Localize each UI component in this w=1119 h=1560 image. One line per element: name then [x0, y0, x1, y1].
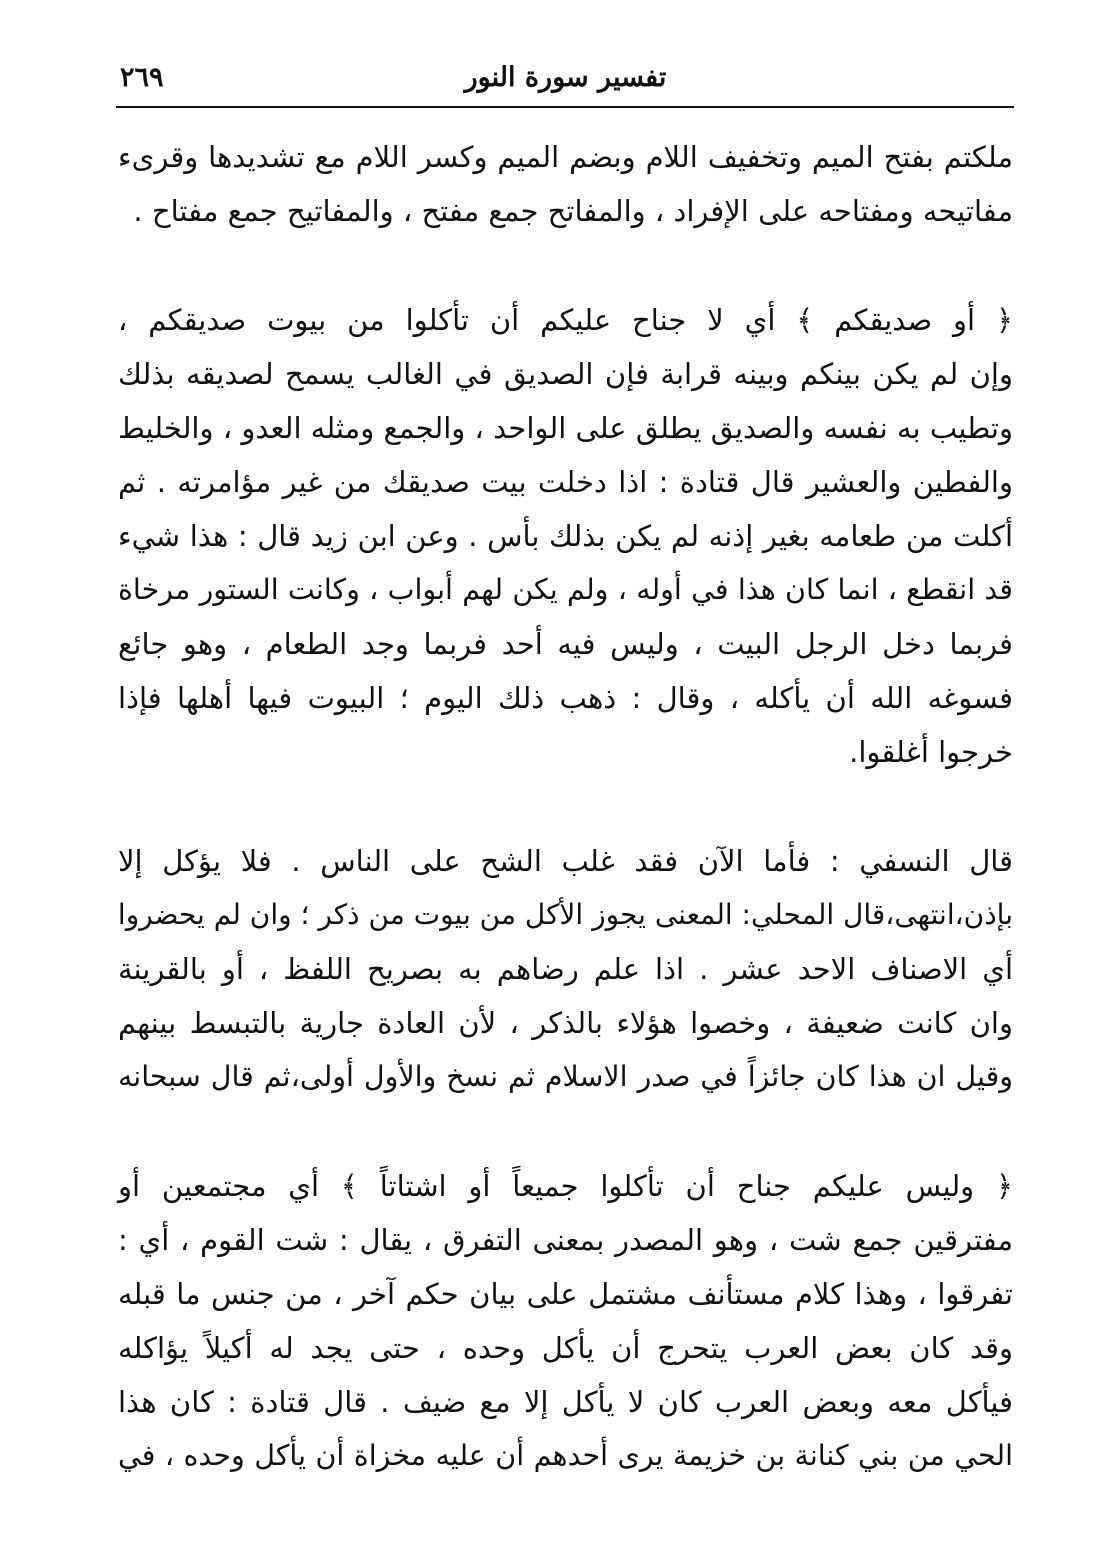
text-line: ﴿ وليس عليكم جناح أن تأكلوا جميعاً أو اشتاتاً ﴾ أي مجتمعين أو — [118, 1169, 1013, 1203]
text-line: قد انقطع ، انما كان هذا في أوله ، ولم يكن لهم أبواب ، وكانت الستور مرخاة — [118, 573, 1013, 606]
text-line: فربما دخل الرجل البيت ، وليس فيه أحد فربما وجد الطعام ، وهو جائع — [118, 627, 1013, 661]
paragraph-1 — [118, 130, 1013, 238]
text-line: ﴿ أو صديقكم ﴾ أي لا جناح عليكم أن تأكلوا من بيوت صديقكم ، — [118, 303, 1013, 337]
text-line: خرجوا أغلقوا. — [849, 735, 1013, 769]
text-line: أكلت من طعامه بغير إذنه لم يكن بذلك بأس . وعن ابن زيد قال : هذا شيء — [118, 519, 1013, 553]
page-title: تفسير سورة النور — [464, 62, 667, 93]
page-header — [118, 58, 1013, 104]
text-line: والفطين والعشير قال قتادة : اذا دخلت بيت صديقك من غير مؤامرته . ثم — [118, 465, 1013, 499]
paragraph-3 — [118, 834, 1013, 1104]
paragraph-4 — [118, 1159, 1013, 1483]
text-line: أي الاصناف الاحد عشر . اذا علم رضاهم به بصريح اللفظ ، أو بالقرينة — [118, 952, 1013, 986]
text-line: بإذن،انتهى،قال المحلي: المعنى يجوز الأكل من بيوت من ذكر ؛ وان لم يحضروا — [117, 898, 1013, 931]
body-text — [118, 130, 1013, 1538]
text-line: مفترقين جمع شت ، وهو المصدر بمعنى التفرق ، يقال : شت القوم ، أي : — [118, 1223, 1013, 1257]
paragraph-2 — [118, 293, 1013, 779]
text-line: مفاتيحه ومفتاحه على الإفراد ، والمفاتح جمع مفتح ، والمفاتيح جمع مفتاح . — [133, 194, 1013, 228]
text-line: وقد كان بعض العرب يتحرج أن يأكل وحده ، حتى يجد له أكيلاً يؤاكله — [118, 1331, 1013, 1365]
page-number: ٢٦٩ — [120, 62, 164, 93]
text-line: ملكتم بفتح الميم وتخفيف اللام وبضم الميم وكسر اللام مع تشديدها وقرىء — [118, 140, 1013, 174]
text-line: وإن لم يكن بينكم وبينه قرابة فإن الصديق في الغالب يسمح لصديقه بذلك — [118, 357, 1013, 391]
text-line: فيأكل معه وبعض العرب كان لا يأكل إلا مع ضيف . قال قتادة : كان هذا — [118, 1385, 1013, 1419]
text-line: تفرقوا ، وهذا كلام مستأنف مشتمل على بيان حكم آخر ، من جنس ما قبله — [118, 1277, 1013, 1311]
text-line: وان كانت ضعيفة ، وخصوا هؤلاء بالذكر ، لأن العادة جارية بالتبسط بينهم — [118, 1006, 1013, 1040]
header-divider — [116, 106, 1014, 108]
text-line: وتطيب به نفسه والصديق يطلق على الواحد ، والجمع ومثله العدو ، والخليط — [118, 411, 1013, 445]
text-line: قال النسفي : فأما الآن فقد غلب الشح على الناس . فلا يؤكل إلا — [118, 844, 1013, 878]
text-line: الحي من بني كنانة بن خزيمة يرى أحدهم أن عليه مخزاة أن يأكل وحده ، في — [118, 1439, 1013, 1472]
text-line: فسوغه الله أن يأكله ، وقال : ذهب ذلك اليوم ؛ البيوت فيها أهلها فإذا — [118, 681, 1013, 715]
text-line: وقيل ان هذا كان جائزاً في صدر الاسلام ثم نسخ والأول أولى،ثم قال سبحانه — [118, 1060, 1013, 1093]
